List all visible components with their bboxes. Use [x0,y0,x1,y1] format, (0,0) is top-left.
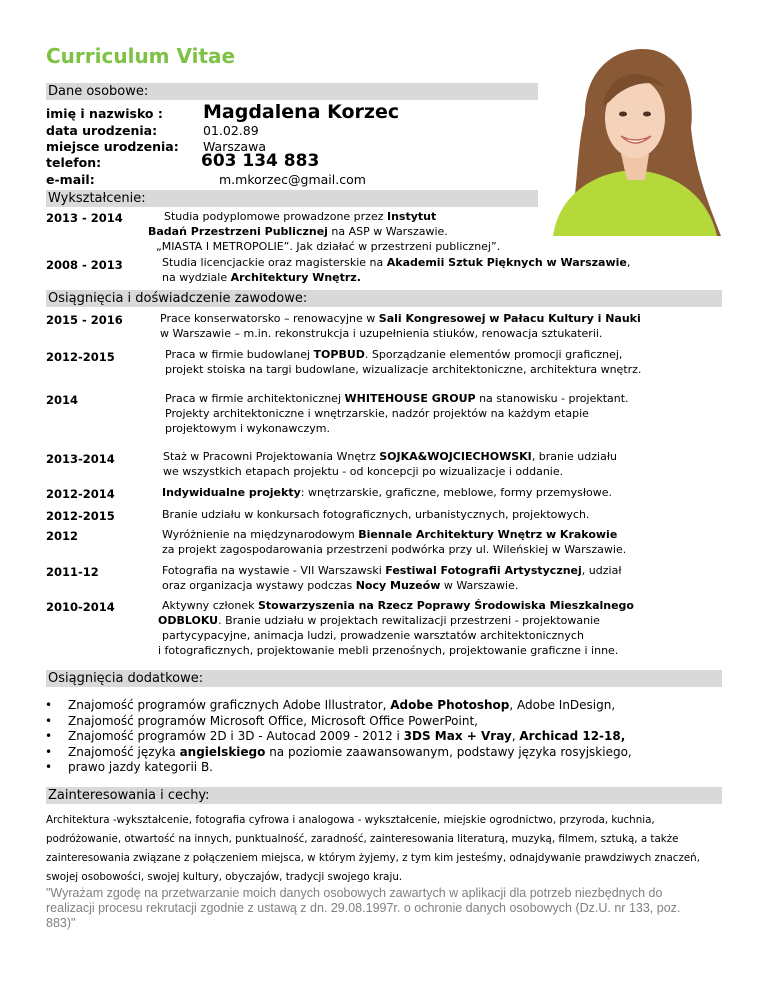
experience-years: 2015 - 2016 [46,313,123,327]
education-line: „MIASTA I METROPOLIE”. Jak działać w przestrzeni publicznej”. [156,240,501,253]
list-item: • Znajomość programów 2D i 3D - Autocad 2009 - 2012 i 3DS Max + Vray, Archicad 12-18, [68,729,632,745]
list-item: • prawo jazdy kategorii B. [68,760,632,776]
phone-value: 603 134 883 [201,151,320,171]
experience-line: oraz organizacja wystawy podczas Nocy Muzeów w Warszawie. [162,579,519,592]
interests-line: Architektura -wykształcenie, fotografia cyfrowa i analogowa - wykształcenie, miejskie ogrodnictwo, przyroda, kuchnia, [46,814,655,826]
experience-line: projekt stoiska na targi budowlane, wizualizacje architektoniczne, architektura wnętrz. [165,363,642,376]
experience-years: 2012-2015 [46,350,115,364]
pob-label: miejsce urodzenia: [46,139,179,154]
section-personal-heading: Dane osobowe: [46,83,538,100]
interests-line: swojej osobowości, swojej kultury, obyczajów, tradycji swojego kraju. [46,871,403,883]
dob-label: data urodzenia: [46,123,158,138]
experience-line: projektowym i wykonawczym. [165,422,330,435]
interests-line: zainteresowania związane z połączeniem miejsca, w którym żyjemy, z tym kim jesteśmy, odnajdywanie prawdziwych znaczeń, [46,852,700,864]
section-interests-heading: Zainteresowania i cechy: [46,787,722,804]
experience-line: Fotografia na wystawie - VII Warszawski Festiwal Fotografii Artystycznej, udział [162,564,622,577]
email-label: e-mail: [46,172,95,187]
experience-line: Aktywny członek Stowarzyszenia na Rzecz Poprawy Środowiska Mieszkalnego [162,599,634,612]
experience-line: Projekty architektoniczne i wnętrzarskie, nadzór projektów na każdym etapie [165,407,589,420]
experience-line: ODBLOKU. Branie udziału w projektach rewitalizacji przestrzeni - projektowanie [158,614,600,627]
full-name: Magdalena Korzec [203,101,400,123]
experience-years: 2010-2014 [46,600,115,614]
experience-years: 2014 [46,393,79,407]
experience-line: w Warszawie – m.in. rekonstrukcja i uzupełnienia stiuków, renowacja sztukaterii. [160,327,603,340]
email-value[interactable]: m.mkorzec@gmail.com [219,172,366,187]
experience-line: Prace konserwatorsko – renowacyjne w Sali Kongresowej w Pałacu Kultury i Nauki [160,312,641,325]
experience-line: Staż w Pracowni Projektowania Wnętrz SOJKA&WOJCIECHOWSKI, branie udziału [163,450,617,463]
consent-clause [46,886,722,931]
name-label: imię i nazwisko : [46,106,163,121]
experience-years: 2012-2015 [46,509,115,523]
experience-line: i fotograficznych, projektowanie mebli przenośnych, projektowanie graficzne i inne. [158,644,619,657]
pob-value: Warszawa [203,139,266,154]
experience-years: 2011-12 [46,565,99,579]
list-item: • Znajomość programów Microsoft Office, Microsoft Office PowerPoint, [68,714,632,730]
experience-years: 2012-2014 [46,487,115,501]
experience-line: partycypacyjne, animacja ludzi, prowadzenie warsztatów architektonicznych [162,629,584,642]
experience-line: we wszystkich etapach projektu - od koncepcji po wizualizacje i oddanie. [163,465,564,478]
experience-line: za projekt zagospodarowania przestrzeni podwórka przy ul. Wileńskiej w Warszawie. [162,543,627,556]
section-experience-heading: Osiągnięcia i doświadczenie zawodowe: [46,290,722,307]
interests-text [46,811,722,887]
education-years: 2013 - 2014 [46,211,123,225]
education-line: Badań Przestrzeni Publicznej na ASP w Warszawie. [148,225,448,238]
education-years: 2008 - 2013 [46,258,123,272]
experience-line: Praca w firmie budowlanej TOPBUD. Sporządzanie elementów promocji graficznej, [165,348,623,361]
education-line: na wydziale Architektury Wnętrz. [162,271,361,284]
section-additional-heading: Osiągnięcia dodatkowe: [46,670,722,687]
skills-list [68,698,632,776]
page-title: Curriculum Vitae [46,44,236,68]
interests-line: podróżowanie, otwartość na innych, punktualność, zaradność, zainteresowania literaturą, muzyką, filmem, sztuką, a także [46,833,679,845]
list-item: • Znajomość programów graficznych Adobe Illustrator, Adobe Photoshop, Adobe InDesign, [68,698,632,714]
experience-line: Branie udziału w konkursach fotograficznych, urbanistycznych, projektowych. [162,508,590,521]
education-line: Studia podyplomowe prowadzone przez Instytut [164,210,437,223]
education-line: Studia licencjackie oraz magisterskie na Akademii Sztuk Pięknych w Warszawie, [162,256,631,269]
experience-line: Indywidualne projekty: wnętrzarskie, graficzne, meblowe, formy przemysłowe. [162,486,613,499]
section-education-heading: Wykształcenie: [46,190,538,207]
list-item: • Znajomość języka angielskiego na poziomie zaawansowanym, podstawy języka rosyjskiego, [68,745,632,761]
consent-line: "Wyrażam zgodę na przetwarzanie moich danych osobowych zawartych w aplikacji dla potrzeb niezbędnych do [46,886,663,900]
experience-line: Praca w firmie architektonicznej WHITEHOUSE GROUP na stanowisku - projektant. [165,392,629,405]
phone-label: telefon: [46,155,102,170]
experience-years: 2012 [46,529,79,543]
portrait-photo [545,36,722,236]
dob-value: 01.02.89 [203,123,259,138]
experience-years: 2013-2014 [46,452,115,466]
experience-line: Wyróżnienie na międzynarodowym Biennale Architektury Wnętrz w Krakowie [162,528,618,541]
consent-line: realizacji procesu rekrutacji zgodnie z ustawą z dn. 29.08.1997r. o ochronie danych osobowych (Dz.U. nr 133, poz. [46,901,681,915]
consent-line: 883)" [46,916,76,930]
